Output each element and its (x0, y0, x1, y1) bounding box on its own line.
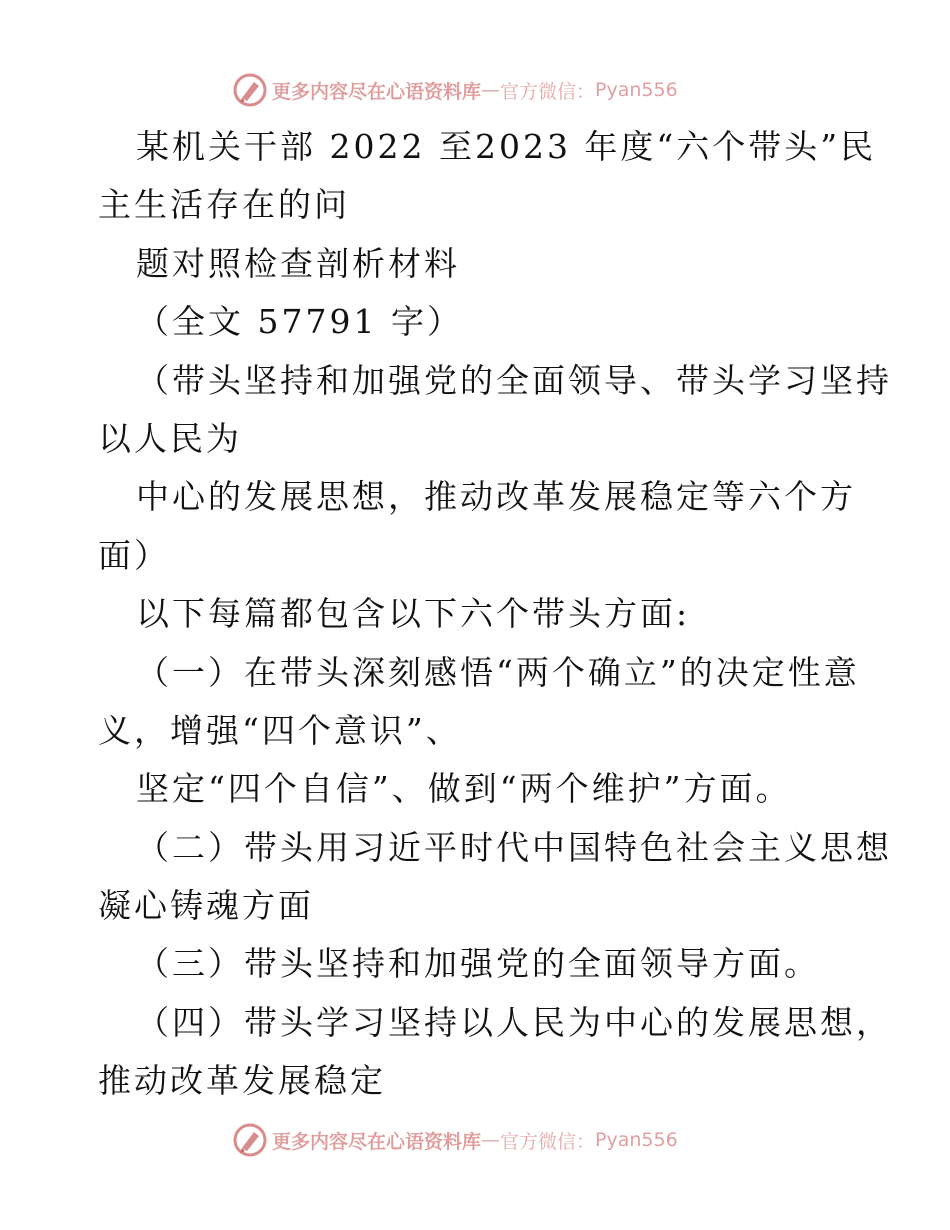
document-line: （三）带头坚持和加强党的全面领导方面。 (136, 944, 820, 984)
watermark-channel-text: 官方微信： (500, 1130, 596, 1153)
watermark-main-text: 更多内容尽在心语资料库 (272, 80, 482, 103)
document-line: （四）带头学习坚持以人民为中心的发展思想， (136, 1002, 892, 1042)
document-line: 主生活存在的问 (98, 185, 350, 225)
document-line: 义，增强“四个意识”、 (98, 710, 462, 750)
document-line: （一）在带头深刻感悟“两个确立”的决定性意 (136, 652, 860, 692)
document-line: 某机关干部 2022 至2023 年度“六个带头”民 (136, 127, 877, 166)
document-line: 凝心铸魂方面 (98, 886, 314, 926)
document-line: 坚定“四个自信”、做到“两个维护”方面。 (136, 769, 792, 809)
footer-watermark (232, 1122, 678, 1158)
pen-logo-icon (232, 1122, 268, 1158)
document-line: （全文 57791 字） (136, 302, 463, 342)
document-body (98, 118, 892, 1111)
watermark-separator: — (481, 79, 501, 101)
document-line: 推动改革发展稳定 (98, 1061, 386, 1101)
document-line: 以人民为 (98, 418, 242, 458)
watermark-channel-text: 官方微信： (500, 80, 596, 103)
watermark-separator: — (481, 1129, 501, 1151)
document-line: （二）带头用习近平时代中国特色社会主义思想 (136, 827, 892, 867)
document-line: 中心的发展思想，推动改革发展稳定等六个方 (136, 477, 856, 517)
watermark-account-id: Pyan556 (595, 79, 678, 101)
pen-logo-icon (232, 72, 268, 108)
watermark-account-id: Pyan556 (595, 1129, 678, 1151)
header-watermark (232, 72, 678, 108)
document-line: 面） (98, 535, 170, 575)
document-line: 以下每篇都包含以下六个带头方面: (136, 594, 691, 634)
document-line: （带头坚持和加强党的全面领导、带头学习坚持 (136, 360, 892, 400)
document-line: 题对照检查剖析材料 (136, 243, 460, 283)
watermark-main-text: 更多内容尽在心语资料库 (272, 1130, 482, 1153)
